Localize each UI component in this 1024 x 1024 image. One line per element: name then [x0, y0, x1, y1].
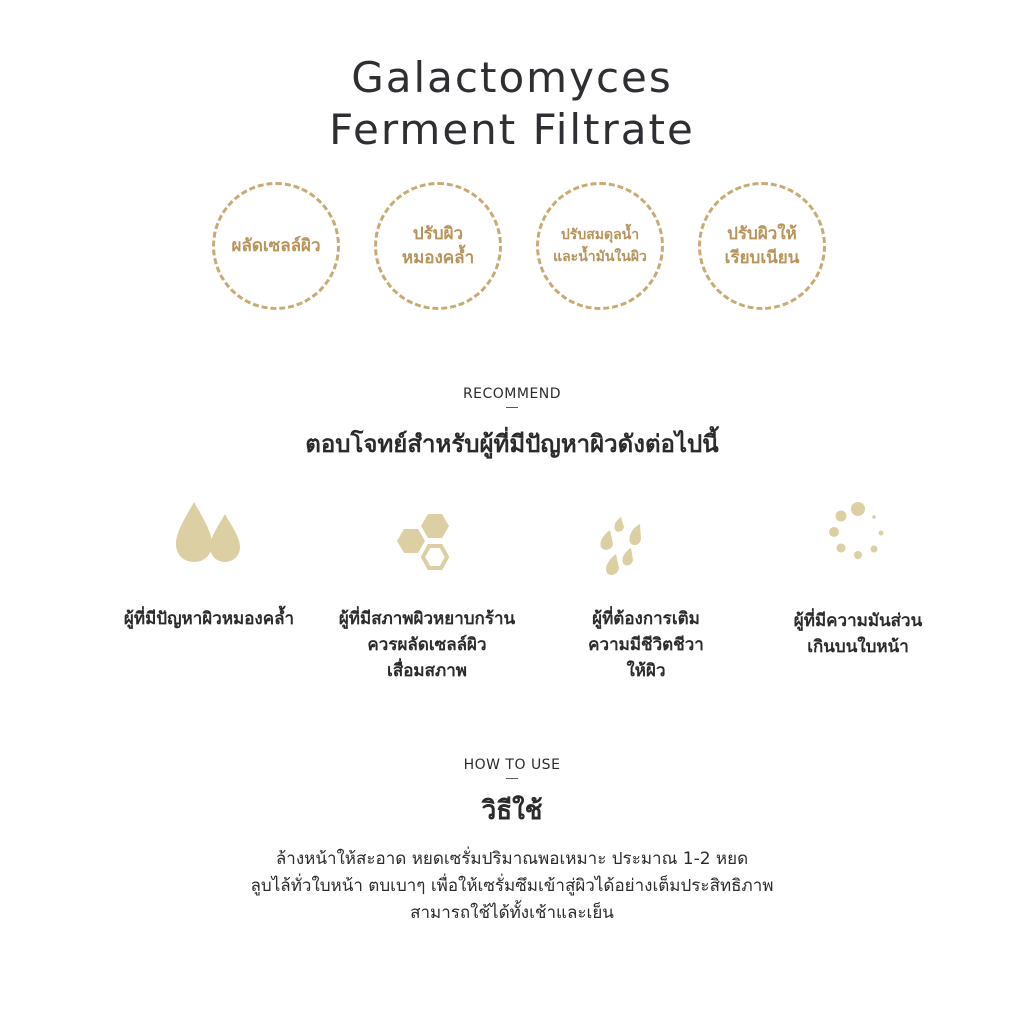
benefit-badge-text: และน้ำมันในผิว	[553, 249, 647, 265]
water-drops-icon	[172, 498, 246, 568]
recommend-item-text: ผู้ที่มีสภาพผิวหยาบกร้าน	[338, 609, 516, 629]
recommend-item-text: ผู้ที่ต้องการเติม	[592, 609, 700, 629]
recommend-item-oily-skin	[754, 608, 962, 660]
benefit-badges	[0, 182, 1024, 316]
hexagon-cells-icon	[394, 508, 454, 574]
benefit-badge-smooth	[698, 182, 826, 310]
recommend-item-text: เสื่อมสภาพ	[387, 661, 467, 681]
benefit-badge-exfoliate	[212, 182, 340, 310]
benefit-badge-text: หมองคล้ำ	[401, 248, 475, 268]
benefit-badge-text: ปรับผิว	[412, 224, 464, 244]
recommend-label: RECOMMEND	[462, 386, 562, 402]
recommend-divider	[506, 407, 518, 408]
falling-droplets-icon	[596, 514, 646, 578]
recommend-item-text: ความมีชีวิตชีวา	[588, 635, 704, 655]
howto-instruction-line: ลูบไล้ทั่วใบหน้า ตบเบาๆ เพื่อให้เซรั่มซึมเข้าสู่ผิวได้อย่างเต็มประสิทธิภาพ	[250, 876, 774, 896]
recommend-item-text: เกินบนใบหน้า	[807, 637, 909, 657]
benefit-badge-text: ปรับผิวให้	[727, 224, 797, 244]
benefit-badge-text: ปรับสมดุลน้ำ	[560, 227, 640, 243]
product-title-line-2: Ferment Filtrate	[329, 105, 695, 154]
howto-divider	[506, 778, 518, 779]
benefit-badge-balance	[536, 182, 664, 310]
benefit-badge-brighten	[374, 182, 502, 310]
recommend-item-dull-skin	[100, 606, 318, 632]
recommend-item-rough-skin	[316, 606, 538, 684]
recommend-item-text: ให้ผิว	[626, 661, 666, 681]
product-title-line-1: Galactomyces	[351, 53, 673, 102]
howto-instruction-line: สามารถใช้ได้ทั้งเช้าและเย็น	[410, 903, 614, 923]
howto-heading: วิธีใช้	[481, 796, 543, 826]
recommend-heading: ตอบโจทย์สำหรับผู้ที่มีปัญหาผิวดังต่อไปนี้	[305, 430, 719, 458]
benefit-badge-text: ผลัดเซลล์ผิว	[231, 236, 321, 256]
recommend-item-text: ผู้ที่มีปัญหาผิวหมองคล้ำ	[123, 609, 295, 629]
recommend-item-vitality	[546, 606, 746, 684]
recommend-item-text: ผู้ที่มีความมันส่วน	[793, 611, 923, 631]
howto-instructions	[0, 846, 1024, 927]
howto-instruction-line: ล้างหน้าให้สะอาด หยดเซรั่มปริมาณพอเหมาะ ประมาณ 1-2 หยด	[275, 849, 749, 869]
dot-ring-icon	[824, 498, 890, 564]
howto-label: HOW TO USE	[463, 757, 561, 773]
recommend-item-text: ควรผลัดเซลล์ผิว	[367, 635, 487, 655]
benefit-badge-text: เรียบเนียน	[724, 248, 800, 268]
